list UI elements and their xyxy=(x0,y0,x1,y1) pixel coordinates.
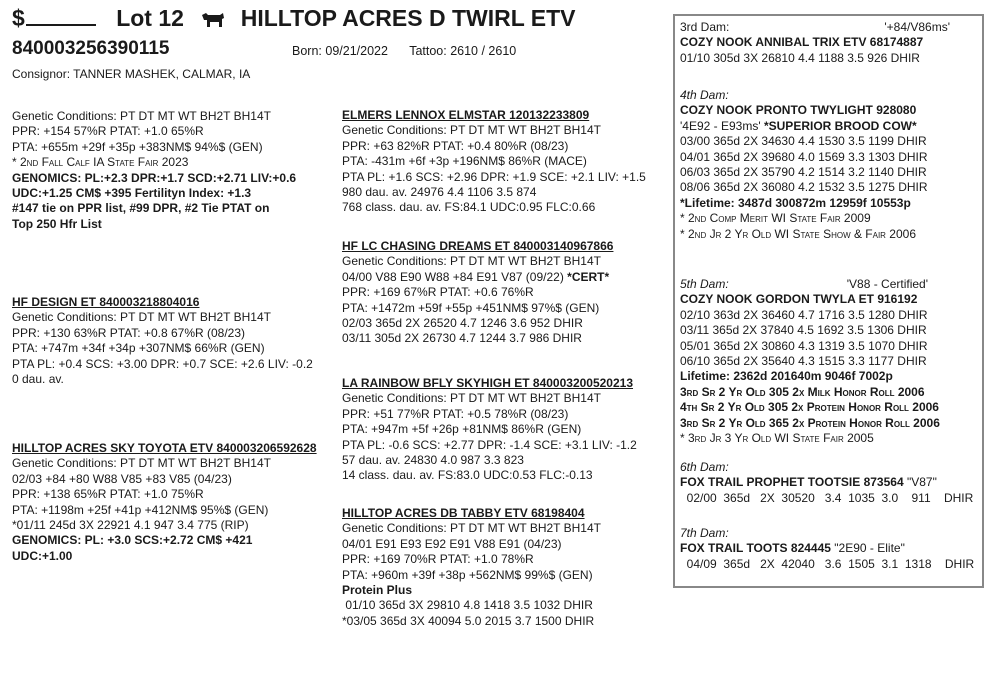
genomics-line: UDC:+1.00 xyxy=(12,548,73,563)
fifth-dam-score: 'V88 - Certified' xyxy=(846,277,928,291)
registration-number: 840003256390115 xyxy=(12,38,170,59)
info-line: Genetic Conditions: PT DT MT WT BH2T BH14T xyxy=(342,254,601,269)
info-line: 02/03 +84 +80 W88 V85 +83 V85 (04/23) xyxy=(12,471,232,486)
info-line: PPR: +51 77%R PTAT: +0.5 78%R (08/23) xyxy=(342,406,569,421)
info-line: PPR: +169 67%R PTAT: +0.6 76%R xyxy=(342,285,534,300)
info-line: PTA: +655m +29f +35p +383NM$ 94%$ (GEN) xyxy=(12,139,263,154)
sixth-dam-score: "V87" xyxy=(906,475,937,490)
info-line: PPR: +63 82%R PTAT: +0.4 80%R (08/23) xyxy=(342,138,569,153)
genomics-line: GENOMICS: PL: +3.0 SCS:+2.72 CM$ +421 xyxy=(12,533,253,548)
info-line: Genetic Conditions: PT DT MT WT BH2T BH14T xyxy=(12,456,271,471)
genomics-line: GENOMICS: PL:+2.3 DPR:+1.7 SCD:+2.71 LIV:+0.6 xyxy=(12,170,297,185)
price-blank xyxy=(26,4,96,26)
fourth-dam-label: 4th Dam: xyxy=(680,88,729,102)
animal-name: HILLTOP ACRES D TWIRL ETV xyxy=(240,5,576,31)
tattoo-label: Tattoo: xyxy=(409,44,447,58)
ranking-line: #147 tie on PPR list, #99 DPR, #2 Tie PTAT on xyxy=(12,201,270,216)
record-line: 08/06 365d 2X 36080 4.2 1532 3.5 1275 DHIR xyxy=(680,180,928,195)
info-line: 768 class. dau. av. FS:84.1 UDC:0.95 FLC:0.66 xyxy=(342,200,596,215)
info-line: 02/03 365d 2X 26520 4.7 1246 3.6 952 DHIR xyxy=(342,316,583,331)
lifetime-line: Lifetime: 2362d 201640m 9046f 7002p xyxy=(680,369,893,384)
third-dam-name: COZY NOOK ANNIBAL TRIX ETV 68174887 xyxy=(680,35,924,50)
fourth-dam-classification xyxy=(680,119,928,134)
seventh-dam-score: "2E90 - Elite" xyxy=(834,541,905,556)
info-line: PTA: +747m +34f +34p +307NM$ 66%R (GEN) xyxy=(12,341,265,356)
fifth-dam-block xyxy=(680,277,940,446)
sire-title: HF DESIGN ET 840003218804016 xyxy=(12,295,200,309)
birth-info xyxy=(292,44,516,58)
sire-sire-title: ELMERS LENNOX ELMSTAR 120132233809 xyxy=(342,108,590,122)
seventh-dam-header xyxy=(680,541,974,556)
award-line: * 2nd Fall Calf IA State Fair 2023 xyxy=(12,155,189,170)
record-line: 02/10 363d 2X 36460 4.7 1716 3.5 1280 DHIR xyxy=(680,307,928,322)
classification-line xyxy=(342,270,613,285)
info-line: 01/10 365d 3X 29810 4.8 1418 3.5 1032 DHIR xyxy=(342,598,593,613)
info-line: Genetic Conditions: PT DT MT WT BH2T BH14T xyxy=(342,391,601,406)
record-line: 03/11 365d 2X 37840 4.5 1692 3.5 1306 DHIR xyxy=(680,323,927,338)
sixth-dam-block xyxy=(680,460,973,506)
info-line: Genetic Conditions: PT DT MT WT BH2T BH14T xyxy=(12,310,271,325)
sire-block xyxy=(12,295,313,387)
sire-dam-block xyxy=(342,239,613,347)
ancestry-box xyxy=(673,14,984,588)
dam-block xyxy=(12,441,317,564)
fourth-dam-block xyxy=(680,88,928,242)
info-line: PTA: +1472m +59f +55p +451NM$ 97%$ (GEN) xyxy=(342,300,600,315)
animal-info xyxy=(12,109,296,232)
fourth-dam-name: COZY NOOK PRONTO TWYLIGHT 928080 xyxy=(680,103,917,118)
info-line: Genetic Conditions: PT DT MT WT BH2T BH14T xyxy=(12,109,271,123)
info-line: 03/11 305d 2X 26730 4.7 1244 3.7 986 DHIR xyxy=(342,331,582,346)
info-line: Genetic Conditions: PT DT MT WT BH2T BH14T xyxy=(342,123,601,138)
award-line: * 2nd Comp Merit WI State Fair 2009 xyxy=(680,211,871,226)
record-line: 03/00 365d 2X 34630 4.4 1530 3.5 1199 DHIR xyxy=(680,134,927,149)
seventh-dam-block xyxy=(680,526,974,572)
honor-roll-line: 4th Sr 2 Yr Old 305 2x Protein Honor Roll 2006 xyxy=(680,400,939,415)
price-dollar: $ xyxy=(12,5,25,31)
award-line: * 2nd Jr 2 Yr Old WI State Show & Fair 2006 xyxy=(680,226,916,241)
info-line: *01/11 245d 3X 22921 4.1 947 3.4 775 (RIP) xyxy=(12,518,249,533)
record-line: 04/09 365d 2X 42040 3.6 1505 3.1 1318 DHIR xyxy=(680,556,975,571)
consignor: Consignor: TANNER MASHEK, CALMAR, IA xyxy=(12,67,251,81)
lot-number: Lot 12 xyxy=(116,5,184,31)
sixth-dam-label: 6th Dam: xyxy=(680,460,729,474)
info-line: PPR: +154 57%R PTAT: +1.0 65%R xyxy=(12,124,204,139)
dam-sire-title: LA RAINBOW BFLY SKYHIGH ET 840003200520213 xyxy=(342,376,634,390)
lot-header xyxy=(12,4,576,34)
info-line: PPR: +138 65%R PTAT: +1.0 75%R xyxy=(12,487,204,502)
award-line: * 3rd Jr 3 Yr Old WI State Fair 2005 xyxy=(680,431,874,446)
info-line: PPR: +169 70%R PTAT: +1.0 78%R xyxy=(342,552,534,567)
honor-roll-line: 3rd Sr 2 Yr Old 305 2x Milk Honor Roll 2006 xyxy=(680,384,925,399)
honor-roll-line: 3rd Sr 2 Yr Old 365 2x Protein Honor Roll 2006 xyxy=(680,415,940,430)
dam-dam-block xyxy=(342,506,601,629)
info-line: PTA PL: +0.4 SCS: +3.00 DPR: +0.7 SCE: +2.6 LIV: -0.2 xyxy=(12,356,313,371)
info-line: 980 dau. av. 24976 4.4 1106 3.5 874 xyxy=(342,185,537,200)
sixth-dam-header xyxy=(680,475,973,490)
genomics-line: UDC:+1.25 CM$ +395 Fertilityn Index: +1.3 xyxy=(12,186,252,201)
info-line: *03/05 365d 3X 40094 5.0 2015 3.7 1500 DHIR xyxy=(342,613,595,628)
info-line: 04/01 E91 E93 E92 E91 V88 E91 (04/23) xyxy=(342,536,562,551)
record-line: 02/00 365d 2X 30520 3.4 1035 3.0 911 DHIR xyxy=(680,490,974,505)
info-line: PTA PL: -0.6 SCS: +2.77 DPR: -1.4 SCE: +3.1 LIV: -1.2 xyxy=(342,437,637,452)
seventh-dam-label: 7th Dam: xyxy=(680,526,729,540)
record-line: 06/03 365d 2X 35790 4.2 1514 3.2 1140 DHIR xyxy=(680,165,927,180)
ranking-line: Top 250 Hfr List xyxy=(12,216,102,231)
third-dam-block xyxy=(680,20,950,66)
lifetime-line: *Lifetime: 3487d 300872m 12959f 10553p xyxy=(680,195,911,210)
info-line: 14 class. dau. av. FS:83.0 UDC:0.53 FLC:-0.13 xyxy=(342,468,593,483)
dam-dam-title: HILLTOP ACRES DB TABBY ETV 68198404 xyxy=(342,506,585,520)
info-line: PPR: +130 63%R PTAT: +0.8 67%R (08/23) xyxy=(12,325,246,340)
sire-sire-block xyxy=(342,108,646,216)
protein-plus-label: Protein Plus xyxy=(342,583,413,598)
third-dam-score: '+84/V86ms' xyxy=(884,20,950,34)
info-line: Genetic Conditions: PT DT MT WT BH2T BH14T xyxy=(342,521,601,536)
third-dam-label: 3rd Dam: xyxy=(680,20,730,34)
info-line: 57 dau. av. 24830 4.0 987 3.3 823 xyxy=(342,453,524,468)
seventh-dam-name: FOX TRAIL TOOTS 824445 xyxy=(680,541,831,556)
fourth-dam-score: '4E92 - E93ms' xyxy=(680,118,761,133)
record-line: 01/10 305d 3X 26810 4.4 1188 3.5 926 DHIR xyxy=(680,50,920,65)
info-line: PTA: -431m +6f +3p +196NM$ 86%R (MACE) xyxy=(342,154,587,169)
fifth-dam-name: COZY NOOK GORDON TWYLA ET 916192 xyxy=(680,292,918,307)
record-line: 05/01 365d 2X 30860 4.3 1319 3.5 1070 DHIR xyxy=(680,338,928,353)
superior-brood-cow-note: *SUPERIOR BROOD COW* xyxy=(763,118,917,133)
info-line: PTA: +1198m +25f +41p +412NM$ 95%$ (GEN) xyxy=(12,502,269,517)
record-line: 04/01 365d 2X 39680 4.0 1569 3.3 1303 DHIR xyxy=(680,149,928,164)
info-line: PTA: +960m +39f +38p +562NM$ 99%$ (GEN) xyxy=(342,567,593,582)
fifth-dam-label: 5th Dam: xyxy=(680,277,729,291)
tattoo-value: 2610 / 2610 xyxy=(450,44,517,58)
sixth-dam-name: FOX TRAIL PROPHET TOOTSIE 873564 xyxy=(680,475,904,490)
born-label: Born: xyxy=(292,44,322,58)
cert-badge: *CERT* xyxy=(567,269,610,284)
info-line: PTA PL: +1.6 SCS: +2.96 DPR: +1.9 SCE: +2.1 LIV: +1.5 xyxy=(342,169,646,184)
record-line: 06/10 365d 2X 35640 4.3 1515 3.3 1177 DHIR xyxy=(680,354,927,369)
classification-text: 04/00 V88 E90 W88 +84 E91 V87 (09/22) xyxy=(342,269,564,284)
dam-sire-block xyxy=(342,376,637,484)
born-date: 09/21/2022 xyxy=(325,44,388,58)
info-line: PTA: +947m +5f +26p +81NM$ 86%R (GEN) xyxy=(342,422,582,437)
info-line: 0 dau. av. xyxy=(12,372,64,387)
dam-title: HILLTOP ACRES SKY TOYOTA ETV 840003206592628 xyxy=(12,441,317,455)
cow-icon xyxy=(200,7,226,34)
sire-dam-title: HF LC CHASING DREAMS ET 840003140967866 xyxy=(342,239,614,253)
